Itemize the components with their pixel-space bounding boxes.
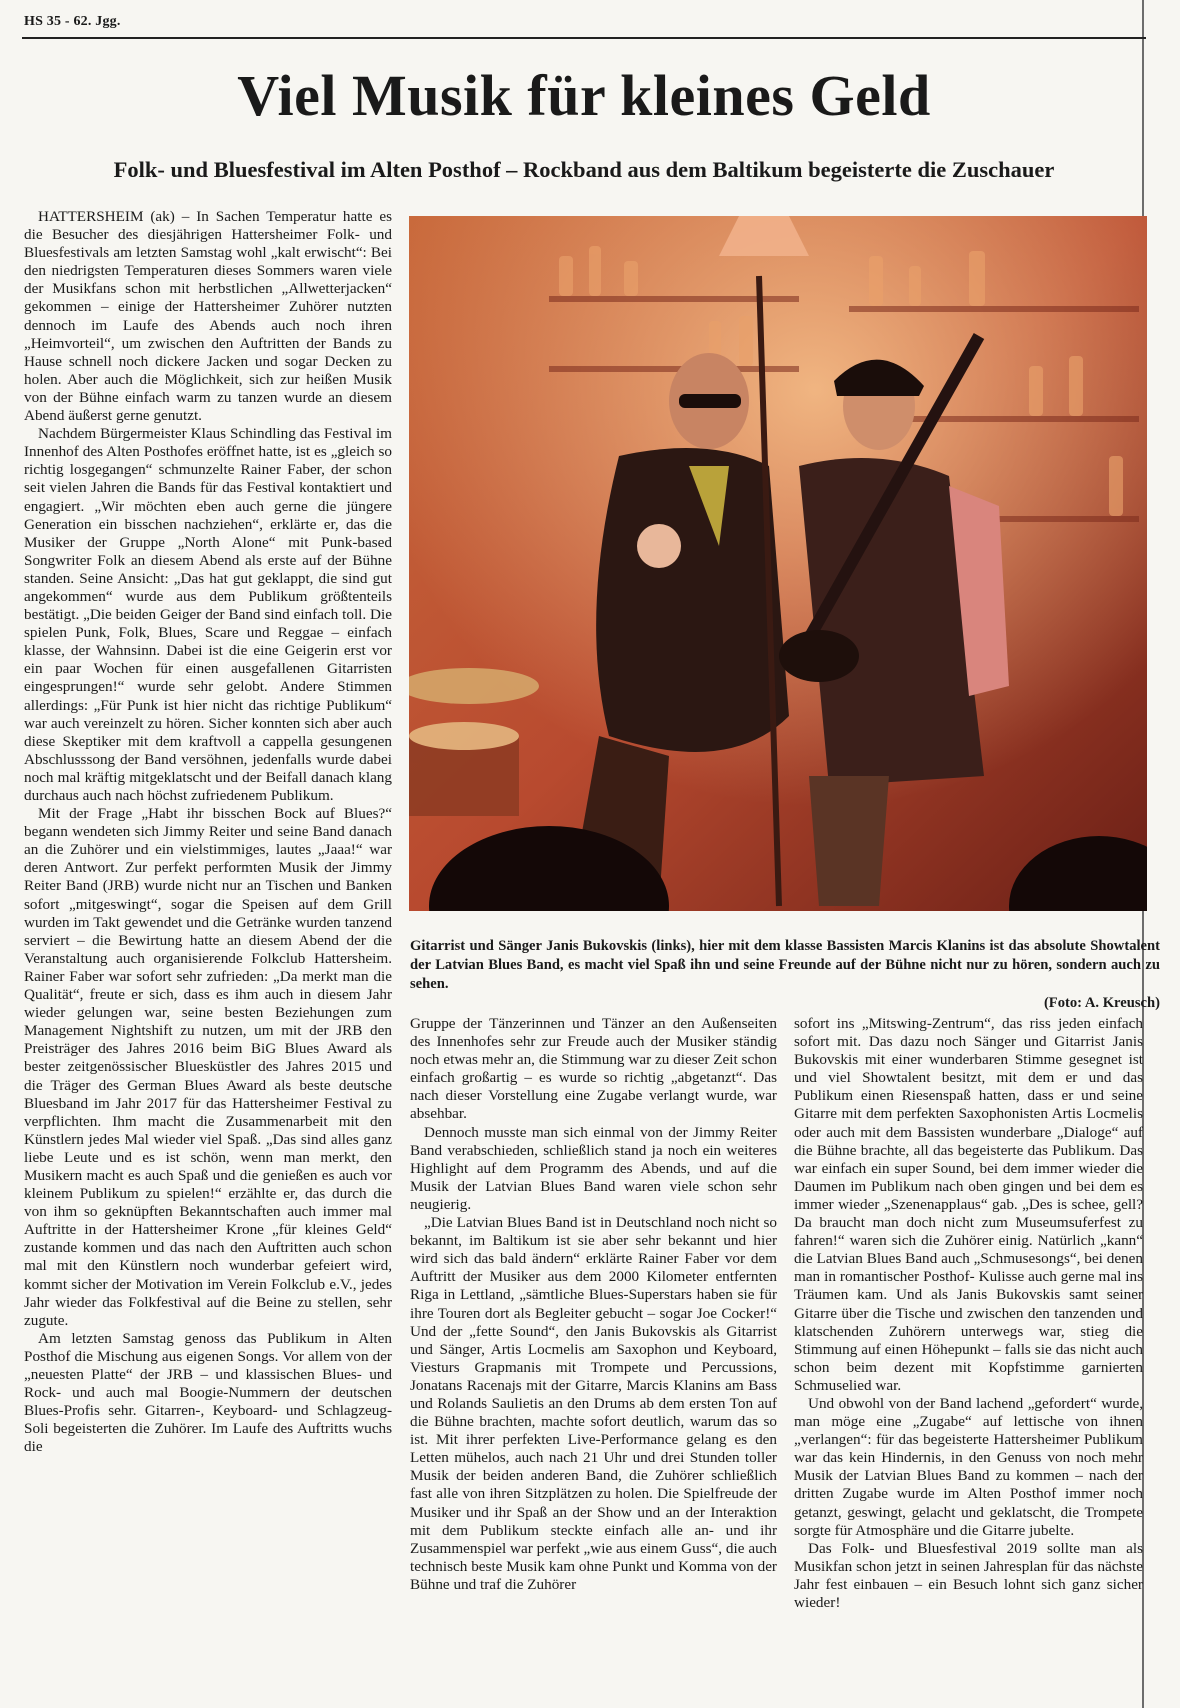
paragraph: Dennoch musste man sich einmal von der Jimmy Reiter Band verabschieden, schließlich stand ja noch ein weiteres Highlight auf dem Programm des Abends, und auf die Musik der Latvian Blues Band waren viele schon sehr neugierig. bbox=[410, 1123, 777, 1213]
header-rule bbox=[22, 37, 1146, 39]
paragraph: Das Folk- und Bluesfestival 2019 sollte man als Musikfan schon jetzt in seinen Jahresplan für das nächste Jahr fest einbauen – ein Besuch lohnt sich ganz sicher wieder! bbox=[794, 1539, 1143, 1611]
photo-credit: (Foto: A. Kreusch) bbox=[1043, 995, 1160, 1011]
text-column-3 bbox=[794, 1015, 1143, 1698]
headline: Viel Musik für kleines Geld bbox=[237, 63, 931, 128]
paragraph: Gruppe der Tänzerinnen und Tänzer an den Außenseiten des Innenhofes sehr zur Freude auch der Musiker ständig noch etwas mehr an, die Stimmung war zu dieser Zeit schon einfach großartig – es wurde so richtig „abgetanzt“. Das nach dieser Vorstellung eine Zugabe verlangt wurde, war absehbar. bbox=[410, 1015, 777, 1123]
text-column-1 bbox=[24, 208, 392, 1698]
paragraph: Und obwohl von der Band lachend „gefordert“ wurde, man möge eine „Zugabe“ auf lettische von ihnen „verlangen“: für das begeisterte Hattersheimer Publikum war das kein Hindernis, in den Genuss von noch mehr Musik der Latvian Blues Band zu kommen – nach der dritten Zugabe wurde im Alten Posthof immer noch getanzt, geswingt, gelacht und geklatscht, die Trompete sorgte für Atmosphäre und die Gitarre jubelte. bbox=[794, 1394, 1143, 1539]
paragraph: Am letzten Samstag genoss das Publikum in Alten Posthof die Mischung aus eigenen Songs. Vor allem von der „neuesten Platte“ der JRB – und klassischen Blues- und Rock- und auch mal Boogie-Nummern der deutschen Blues-Profis sehr. Gitarren-, Keyboard- und Schlagzeug- Soli begeisterten die Zuhörer. Im Laufe des Auftritts wuchs die bbox=[24, 1329, 392, 1456]
paragraph: „Die Latvian Blues Band ist in Deutschland noch nicht so bekannt, im Baltikum ist sie aber sehr bekannt und hier wird sich das bald ändern“ erklärte Rainer Faber vor dem Auftritt der Musiker aus dem 2000 Kilometer entfernten Riga in Lettland, „sämtliche Blues-Superstars haben sie für ihre Touren dort als Begleiter gebucht – sogar Joe Cocker!“ Und der „fette Sound“, den Janis Bukovskis als Gitarrist und Sänger, Artis Locmelis am Saxophon und Keyboard, Viesturs Grapmanis mit Trompete und Percussions, Jonatans Racenajs mit der Gitarre, Marcis Klanins am Bass und Rolands Saulietis an den Drums ab dem ersten Ton auf die Bühne brachten, machte sofort deutlich, warum das so ist. Mit ihrer perfekten Live-Performance gelang es den Letten mühelos, auch nach 21 Uhr und drei Stunden toller Musik der beiden anderen Band, die Zuhörer schließlich fast alle von ihren Sitzplätzen zu holen. Die Spielfreude der Musiker und ihr Spaß an der Show und an der Interaktion mit dem Publikum steckte einfach alle an- und ihr Zusammenspiel war perfekt „wie aus einem Guss“, die auch technisch beste Musik kam ohne Punkt und Komma von der Bühne und traf die Zuhörer bbox=[410, 1214, 777, 1593]
caption-text: Gitarrist und Sänger Janis Bukovskis (links), hier mit dem klasse Bassisten Marcis Klanins ist das absolute Showtalent der Latvian Blues Band, es macht viel Spaß ihn und seine Freunde auf der Bühne nicht nur zu hören, sondern auch zu sehen. bbox=[410, 938, 1160, 992]
paragraph: sofort ins „Mitswing-Zentrum“, das riss jeden einfach sofort mit. Das dazu noch Sänger und Gitarrist Janis Bukovskis mit einer wunderbaren Stimme gesegnet ist und viel Showtalent besitzt, mit dem er und das Publikum einen Riesenspaß hatten, dass er und seine Gitarre mit dem perfekten Saxophonisten Artis Locmelis oder auch mit dem Bassisten wunderbare „Dialoge“ auf die Bühne brachte, all das begeisterte das Publikum. Das war einfach ein super Sound, bei dem immer wieder die Daumen im Publikum nach oben gingen und bei dem es immer wieder „Szenenapplaus“ gab. „Des is schee, gell? Da braucht man doch nicht zum Museumsuferfest zu fahren!“ waren sich die Zuhörer einig. Natürlich „kann“ die Latvian Blues Band auch „Schmusesongs“, bei denen man in romantischer Posthof- Kulisse auch gerne mal ins Träumen kam. Und als Janis Bukovskis samt seiner Gitarre über die Tische und zwischen den tanzenden und klatschenden Zuhörern unterwegs war, stieg die Stimmung auf einen Höhepunkt – falls sie das nicht auch schon beim dezent mit Kopfstimme garnierten Schmuselied war. bbox=[794, 1015, 1143, 1394]
photo-caption bbox=[410, 937, 1160, 1013]
paragraph: Nachdem Bürgermeister Klaus Schindling das Festival im Innenhof des Alten Posthofes eröffnet hatte, ist es „gleich so richtig losgegangen“ schmunzelte Rainer Faber, der schon seit vielen Jahren die Bands für das Festival kontaktiert und engagiert. „Wir möchten eben auch gerne die jüngere Generation ein bisschen nachziehen“, erklärte er, das die Musiker der Gruppe „North Alone“ mit Punk-based Songwriter Folk an diesem Abend als erste auf der Bühne standen. Seine Ansicht: „Das hat gut geklappt, die sind gut angekommen“ wurde aus dem Publikum größtenteils bestätigt. „Die beiden Geiger der Band sind einfach toll. Die spielen Punk, Folk, Blues, Scare und Reggae – einfach klasse, der Wahnsinn. Dabei ist die eine Geigerin erst vor ein paar Wochen für einen ausgefallenen Gitarristen eingesprungen!“ wurde sehr gelobt. Andere Stimmen allerdings: „Für Punk ist hier nicht das richtige Publikum“ war auch vereinzelt zu hören. Sicher konnten sich aber auch diese Skeptiker mit dem kraftvoll a cappella gesungenen Abschlusssong der Band versöhnen, jedenfalls wurde dabei noch mal kräftig mitgeklatscht und der Beifall danach klang durchaus auch nach höchst zufriedenem Publikum. bbox=[24, 425, 392, 804]
paragraph: Mit der Frage „Habt ihr bisschen Bock auf Blues?“ begann wendeten sich Jimmy Reiter und seine Band danach an die Zuhörer und ein vielstimmiges, lautes „Jaaa!“ war deren Antwort. Zur perfekt performten Musik der Jimmy Reiter Band (JRB) wurde nicht nur an Tischen und Banken sofort „mitgeswingt“, sogar die Speisen auf dem Grill wurden im Takt gewendet und die Getränke wurden tanzend serviert – die Bewirtung hatte an diesem Abend der die Veranstaltung auch organisierende Folkclub Hattersheim. Rainer Faber war sofort sehr zufrieden: „Da merkt man die Qualität“, freute er sich, dass es ihm auch in diesem Jahr wieder gelungen war, seine besten Beziehungen zum Management Nightshift zu nutzen, um mit der JRB den Preisträger des Jahres 2016 beim BiG Blues Award als bester zeitgenössischer Bluesküstler des Jahres 2015 und die Träger des German Blues Award als beste deutsche Bluesband im Jahr 2017 für das Hattersheimer Festival zu verpflichten. Ihm macht die Zusammenarbeit mit den Künstlern jedes Mal wieder viel Spaß. „Das sind alles ganz liebe Leute und es ist schön, wenn man merkt, den Musikern macht es auch Spaß und die genießen es auch vor kleinem Publikum zu spielen!“ erzählte er, das durch die von ihm so geknüpften Bekanntschaften auch immer mal Auftritte in der Hattersheimer Krone „für kleines Geld“ zustande kommen und das nach den Auftritten auch schon mal mit den Künstlern noch wunderbar gefeiert wird, kommt sicher der Motivation im Verein Folkclub e.V., jedes Jahr wieder das Folkfestival auf die Beine zu stellen, sehr zugute. bbox=[24, 805, 392, 1329]
text-column-2 bbox=[410, 1015, 777, 1698]
dateline: HS 35 - 62. Jgg. bbox=[24, 14, 121, 29]
concert-photo bbox=[409, 216, 1147, 911]
paragraph: HATTERSHEIM (ak) – In Sachen Temperatur hatte es die Besucher des diesjährigen Hattersheimer Folk- und Bluesfestivals am letzten Samstag wohl „kalt erwischt“: Bei den niedrigsten Temperaturen dieses Sommers waren viele der Musikfans schon mit herbstlichen „Allwetterjacken“ gekommen – einige der Hattersheimer Zuhörer nutzten dennoch im Laufe des Abends auch noch ihren „Heimvorteil“, um zwischen den Auftritten der Bands zu Hause schnell noch dickere Jacken und sogar Decken zu holen. Aber auch die Möglichkeit, sich zur heißen Musik von der Bühne einfach warm zu tanzen wurde an diesem Abend äußerst gerne genutzt. bbox=[24, 208, 392, 425]
subheadline: Folk- und Bluesfestival im Alten Posthof – Rockband aus dem Baltikum begeisterte die Zuschauer bbox=[113, 157, 1055, 182]
